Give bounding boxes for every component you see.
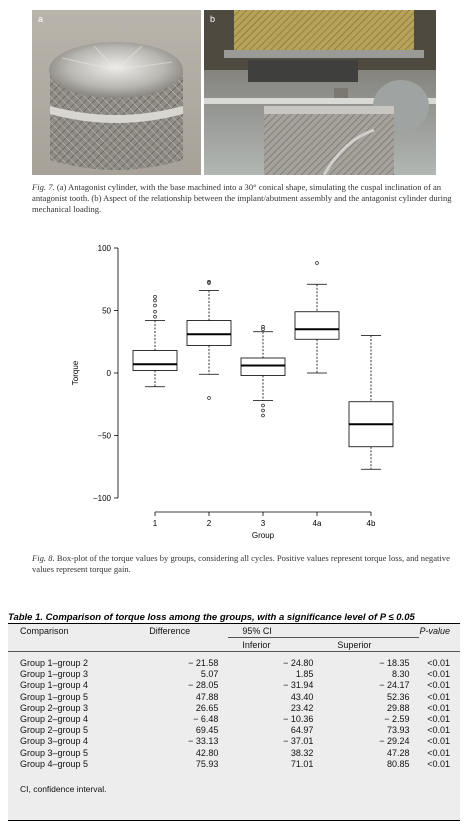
x-tick-label: 1: [152, 519, 158, 528]
comparison-cell: Group 1–group 2: [20, 658, 89, 668]
x-tick-label: 4a: [312, 519, 322, 528]
torque-boxplot: [0, 235, 474, 545]
ci-inferior-cell: 43.40: [290, 691, 314, 702]
outlier-point: [154, 295, 157, 298]
x-tick-label: 3: [260, 519, 266, 528]
box-group-2: [187, 280, 231, 399]
header-ci: 95% CI: [228, 624, 419, 638]
ci-inferior-cell: 64.97: [290, 725, 314, 736]
table-body: [8, 658, 460, 770]
x-axis-ticks: [153, 512, 376, 528]
outlier-point: [316, 262, 319, 265]
header-superior: Superior: [337, 639, 372, 650]
header-comparison: Comparison: [20, 625, 69, 636]
pvalue-cell: <0.01: [427, 680, 450, 691]
ci-inferior-cell: 23.42: [290, 702, 314, 713]
y-tick-label: −100: [92, 494, 111, 503]
photo-antagonist-cylinder: [32, 10, 201, 175]
table-row: [8, 669, 460, 680]
header-difference: Difference: [149, 625, 191, 636]
pvalue-cell: <0.01: [427, 736, 450, 747]
box-group-3: [241, 325, 285, 417]
outlier-point: [154, 315, 157, 318]
figure-8-caption: [32, 553, 452, 575]
comparison-cell: Group 2–group 4: [20, 714, 89, 725]
comparison-cell: Group 2–group 3: [20, 702, 89, 713]
panel-label-a: a: [38, 14, 44, 24]
outlier-point: [154, 299, 157, 302]
difference-cell: 26.65: [195, 702, 219, 713]
ci-inferior-cell: − 31.94: [283, 680, 314, 691]
difference-cell: − 28.05: [188, 680, 219, 691]
ci-superior-cell: 52.36: [386, 691, 410, 702]
table-row: [8, 736, 460, 747]
figure-8-caption-text: Box-plot of the torque values by groups, considering all cycles. Positive values represent torque loss, and negative values represent torque gain.: [32, 553, 450, 574]
box-group-4b: [349, 336, 393, 470]
box-series: [133, 262, 393, 470]
ci-superior-cell: 29.88: [386, 702, 410, 713]
table-row: [8, 748, 460, 759]
box-iqr: [187, 321, 231, 346]
box-iqr: [133, 351, 177, 371]
header-inferior: Inferior: [242, 639, 271, 650]
outlier-point: [208, 397, 211, 400]
cylinder-illustration: [32, 10, 201, 175]
outlier-point: [154, 304, 157, 307]
difference-cell: 75.93: [195, 758, 219, 769]
pvalue-cell: <0.01: [427, 758, 450, 769]
ci-superior-cell: 80.85: [386, 758, 410, 769]
figure-7-label: Fig. 7.: [32, 182, 55, 192]
x-tick-label: 2: [206, 519, 212, 528]
box-group-1: [133, 295, 177, 386]
table-row: [8, 703, 460, 714]
pvalue-cell: <0.01: [427, 725, 450, 736]
table-row: [8, 680, 460, 691]
comparison-cell: Group 1–group 3: [20, 669, 89, 680]
ci-inferior-cell: 71.01: [290, 758, 314, 769]
table-header-row: [8, 624, 460, 638]
difference-cell: − 33.13: [188, 736, 219, 747]
ci-inferior-cell: − 37.01: [283, 736, 314, 747]
difference-cell: 5.07: [200, 669, 219, 680]
panel-label-b: b: [210, 14, 216, 24]
pvalue-cell: <0.01: [427, 747, 450, 758]
photo-loading-setup: [204, 10, 436, 175]
y-tick-label: 100: [97, 244, 111, 253]
ci-inferior-cell: 38.32: [290, 747, 314, 758]
figure-7-photos: [32, 10, 436, 175]
box-iqr: [295, 312, 339, 340]
ci-inferior-cell: − 10.36: [283, 714, 314, 725]
box-iqr: [241, 358, 285, 376]
ci-superior-cell: 47.28: [386, 747, 410, 758]
figure-8-label: Fig. 8.: [32, 553, 55, 563]
difference-cell: 42.80: [195, 747, 219, 758]
y-axis-label: Torque: [71, 360, 80, 386]
difference-cell: 47.88: [195, 691, 219, 702]
table-row: [8, 714, 460, 725]
outlier-point: [154, 310, 157, 313]
pvalue-cell: <0.01: [427, 669, 450, 680]
loading-setup-illustration: [204, 10, 436, 175]
ci-superior-cell: − 18.35: [379, 658, 410, 668]
comparison-cell: Group 2–group 5: [20, 725, 89, 736]
box-group-4a: [295, 262, 339, 373]
ci-inferior-cell: − 24.80: [283, 658, 314, 668]
comparison-cell: Group 4–group 5: [20, 758, 89, 769]
ci-superior-cell: − 29.24: [379, 736, 410, 747]
pvalue-cell: <0.01: [427, 658, 450, 668]
ci-inferior-cell: 1.85: [295, 669, 314, 680]
figure-7-caption-text: (a) Antagonist cylinder, with the base machined into a 30° conical shape, simulating the cuspal inclination of an antagonist tooth. (b) Aspect of the relationship between the implant/abutment assembly and the antagonist cylinder during mechanical loading.: [32, 182, 452, 214]
table-title: Table 1. Comparison of torque loss among the groups, with a significance level of P ≤ 0.05: [8, 612, 415, 623]
comparison-cell: Group 3–group 5: [20, 747, 89, 758]
y-axis-ticks: [93, 244, 118, 503]
figure-7-caption: [32, 182, 452, 215]
pvalue-cell: <0.01: [427, 691, 450, 702]
ci-superior-cell: 73.93: [386, 725, 410, 736]
comparison-cell: Group 1–group 4: [20, 680, 89, 691]
table-footnote: CI, confidence interval.: [20, 784, 107, 795]
table-row: [8, 658, 460, 669]
y-tick-label: 0: [106, 369, 111, 378]
difference-cell: − 6.48: [193, 714, 219, 725]
table-subheader-row: [8, 638, 460, 652]
comparison-cell: Group 3–group 4: [20, 736, 89, 747]
y-tick-label: 50: [102, 306, 111, 316]
comparison-table: [8, 623, 460, 821]
table-row: [8, 692, 460, 703]
table-row: [8, 725, 460, 736]
pvalue-cell: <0.01: [427, 714, 450, 725]
y-tick-label: −50: [97, 431, 111, 441]
outlier-point: [262, 404, 265, 407]
table-row: [8, 759, 460, 770]
outlier-point: [262, 414, 265, 417]
outlier-point: [262, 409, 265, 412]
table-footnote-row: [8, 770, 460, 796]
ci-superior-cell: − 24.17: [379, 680, 410, 691]
ci-superior-cell: − 2.59: [384, 714, 410, 725]
header-pvalue-text: P-value: [419, 625, 450, 636]
x-axis-label: Group: [251, 531, 275, 540]
pvalue-cell: <0.01: [427, 702, 450, 713]
x-tick-label: 4b: [366, 519, 376, 528]
comparison-cell: Group 1–group 5: [20, 691, 89, 702]
ci-superior-cell: 8.30: [391, 669, 410, 680]
difference-cell: − 21.58: [188, 658, 219, 668]
difference-cell: 69.45: [195, 725, 219, 736]
header-pvalue: [419, 624, 460, 638]
